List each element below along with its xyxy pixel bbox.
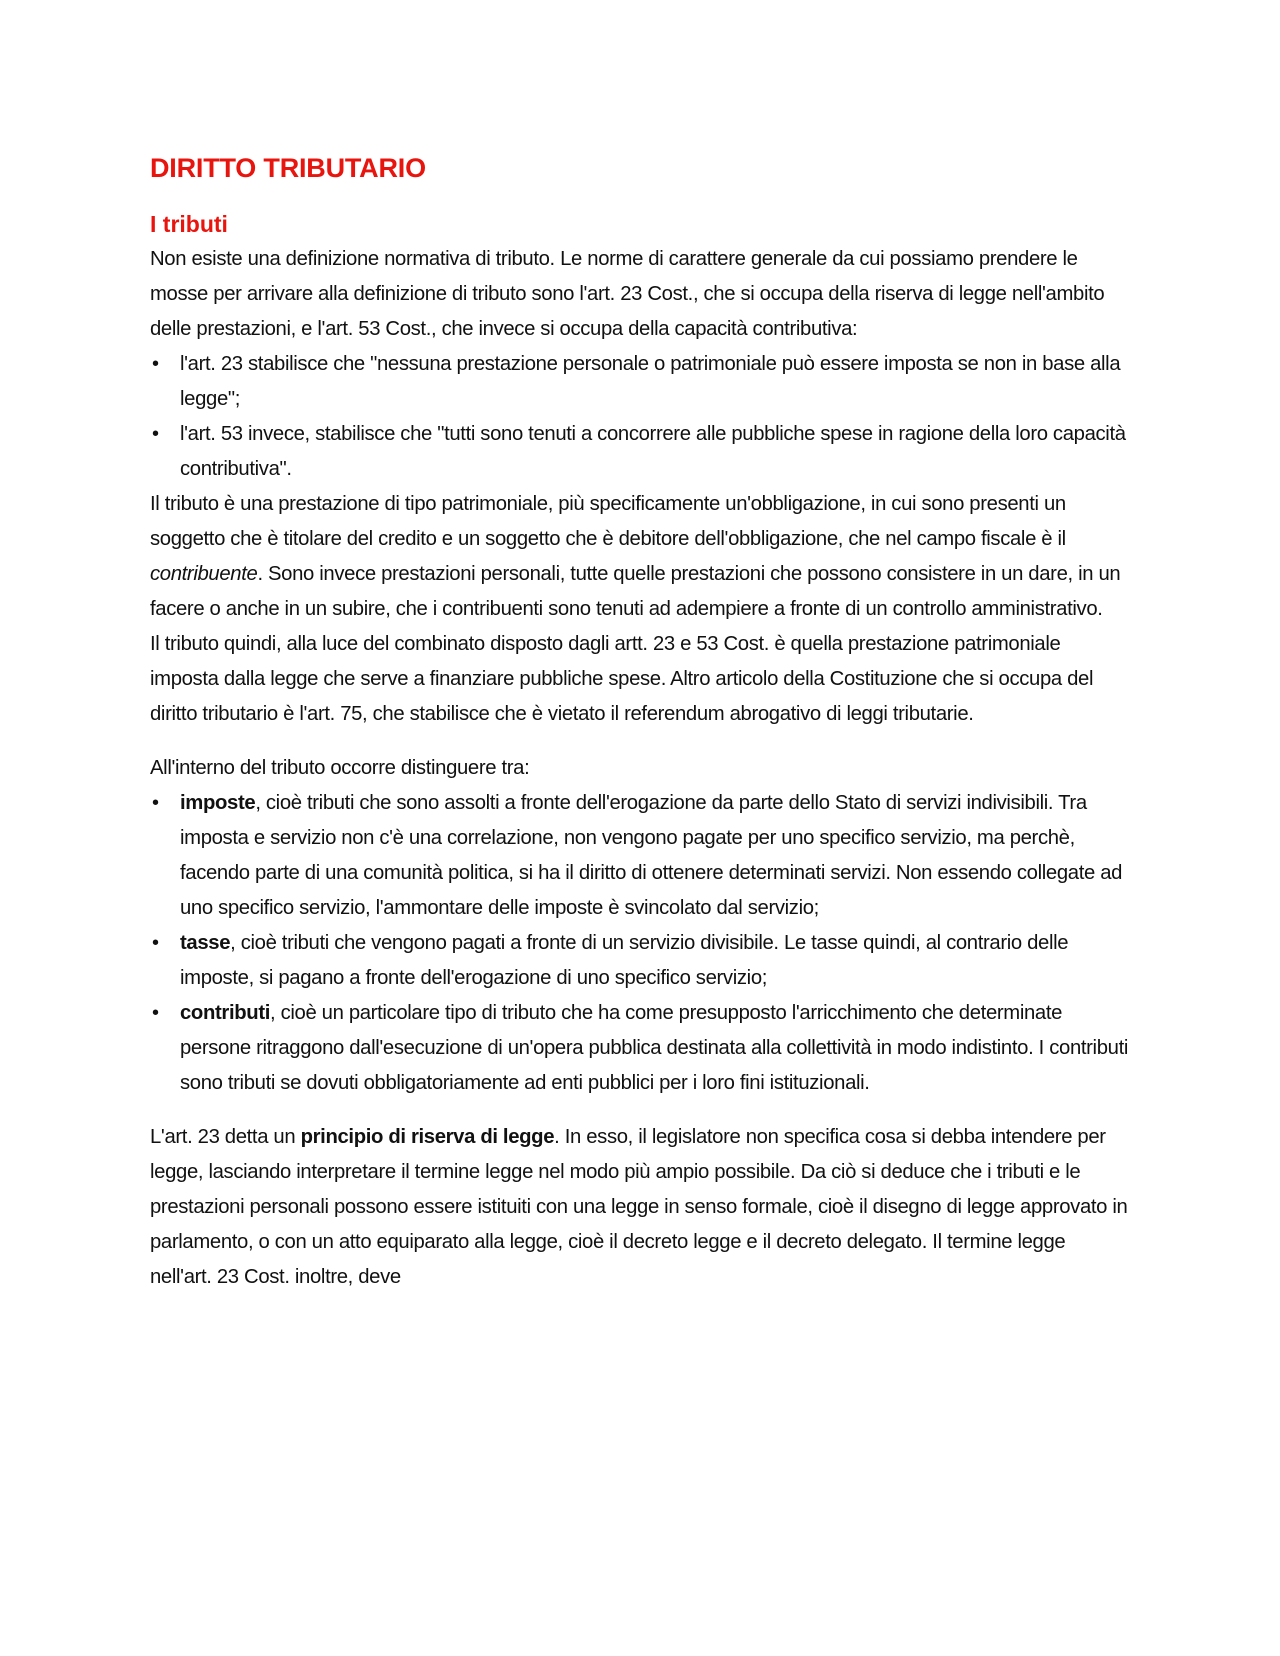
document-page [150,150,1130,1295]
text-run: . In esso, il legislatore non specifica cosa si debba intendere per legge, lasciando interpretare il termine legge nel modo più ampio possibile. Da ciò si deduce che i tributi e le prestazioni personali possono essere istituiti con una legge in senso formale, cioè il disegno di legge approvato in parlamento, o con un atto equiparato alla legge, cioè il decreto legge e il decreto delegato. Il termine legge nell'art. 23 Cost. inoltre, deve [150,1126,1128,1288]
list-item [150,347,1130,417]
list-item [150,926,1130,996]
bullet-icon: • [152,792,159,814]
list-item-text: l'art. 53 invece, stabilisce che "tutti sono tenuti a concorrere alle pubbliche spese in ragione della loro capacità contributiva". [180,423,1126,480]
list-item-text: , cioè un particolare tipo di tributo che ha come presupposto l'arricchimento che determinate persone ritraggono dall'esecuzione di un'opera pubblica destinata alla collettività in modo indistinto. I contributi sono tributi se dovuti obbligatoriamente ad enti pubblici per i loro fini istituzionali. [180,1002,1129,1094]
text-run: . Sono invece prestazioni personali, tutte quelle prestazioni che possono consistere in un dare, in un facere o anche in un subire, che i contribuenti sono tenuti ad adempiere a fronte di un controllo amministrativo. [150,563,1121,620]
quindi-paragraph: Il tributo quindi, alla luce del combinato disposto dagli artt. 23 e 53 Cost. è quella prestazione patrimoniale imposta dalla legge che serve a finanziare pubbliche spese. Altro articolo della Costituzione che si occupa del diritto tributario è l'art. 75, che stabilisce che è vietato il referendum abrogativo di leggi tributarie. [150,633,1094,725]
bold-term: tasse [180,932,231,954]
bold-term: contributi [180,1002,271,1024]
bold-term: principio di riserva di legge [300,1126,555,1148]
bold-term: imposte [180,792,256,814]
list-item [150,996,1130,1101]
section-heading: I tributi [150,211,228,237]
tributo-paragraph [150,487,1130,627]
distinguere-paragraph: All'interno del tributo occorre distinguere tra: [150,757,530,779]
text-run: Il tributo è una prestazione di tipo patrimoniale, più specificamente un'obbligazione, in cui sono presenti un soggetto che è titolare del credito e un soggetto che è debitore dell'obbligazione, che nel campo fiscale è il [150,493,1066,550]
document-title: DIRITTO TRIBUTARIO [150,153,426,183]
text-run: L'art. 23 detta un [150,1126,301,1148]
list-item [150,786,1130,926]
articles-list [150,347,1130,487]
bullet-icon: • [152,423,159,445]
list-item-text: l'art. 23 stabilisce che "nessuna prestazione personale o patrimoniale può essere imposta se non in base alla legge"; [180,353,1121,410]
tribute-types-list [150,786,1130,1101]
intro-paragraph: Non esiste una definizione normativa di tributo. Le norme di carattere generale da cui possiamo prendere le mosse per arrivare alla definizione di tributo sono l'art. 23 Cost., che si occupa della riserva di legge nell'ambito delle prestazioni, e l'art. 53 Cost., che invece si occupa della capacità contributiva: [150,248,1105,340]
list-item-text: , cioè tributi che vengono pagati a fronte di un servizio divisibile. Le tasse quindi, al contrario delle imposte, si pagano a fronte dell'erogazione di uno specifico servizio; [180,932,1069,989]
list-item-text: , cioè tributi che sono assolti a fronte dell'erogazione da parte dello Stato di servizi indivisibili. Tra imposta e servizio non c'è una correlazione, non vengono pagate per uno specifico servizio, ma perchè, facendo parte di una comunità politica, si ha il diritto di ottenere determinati servizi. Non essendo collegate ad uno specifico servizio, l'ammontare delle imposte è svincolato dal servizio; [180,792,1123,919]
italic-term: contribuente [150,563,258,585]
bullet-icon: • [152,932,159,954]
art23-paragraph [150,1120,1130,1295]
bullet-icon: • [152,1002,159,1024]
list-item [150,417,1130,487]
bullet-icon: • [152,353,159,375]
